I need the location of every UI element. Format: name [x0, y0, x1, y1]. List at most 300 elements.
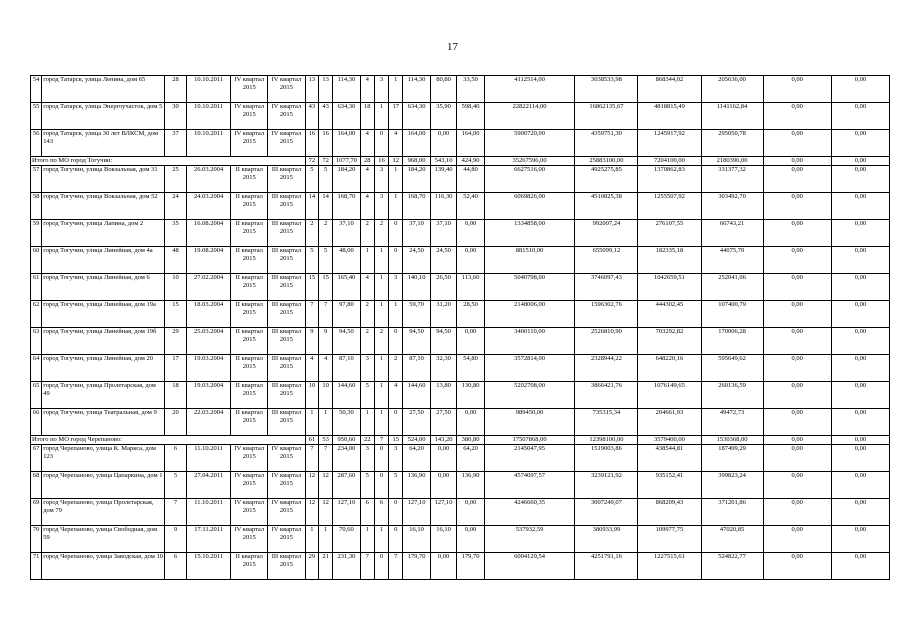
table-cell: 116,30 [430, 193, 456, 220]
table-cell: 72 [318, 157, 332, 166]
table-cell: 2148006,00 [484, 301, 575, 328]
table-cell: 67 [31, 445, 42, 472]
table-cell: 0 [389, 526, 403, 553]
table-row [31, 382, 890, 409]
address-cell: город Тогучин, улица Линейная, дом 4а [42, 247, 165, 274]
table-cell: 28 [165, 76, 186, 103]
table-cell: 4925275,85 [575, 166, 638, 193]
table-cell: 70 [31, 526, 42, 553]
table-cell: 4 [360, 193, 374, 220]
table-cell: 524822,77 [701, 553, 763, 580]
table-cell: IV квартал 2015 [231, 445, 268, 472]
table-cell: 10 [305, 382, 318, 409]
table-cell: 25 [165, 166, 186, 193]
table-cell: 12 [318, 472, 332, 499]
table-cell: 7 [374, 436, 388, 445]
table-cell: 16 [374, 157, 388, 166]
table-cell: 2 [389, 355, 403, 382]
table-cell: 0,00 [763, 103, 831, 130]
address-cell: город Тогучин, улица Театральная, дом 9 [42, 409, 165, 436]
table-cell: 28 [360, 157, 374, 166]
table-cell: 14 [318, 193, 332, 220]
table-cell: III квартал 2015 [268, 409, 306, 436]
table-cell: 2 [374, 220, 388, 247]
table-cell: 18 [165, 382, 186, 409]
table-cell: 0 [374, 553, 388, 580]
table-cell: 0 [389, 499, 403, 526]
table-cell: 371201,86 [701, 499, 763, 526]
table-cell: 17 [165, 355, 186, 382]
table-cell: 231,30 [333, 553, 360, 580]
table-cell: 5040798,00 [484, 274, 575, 301]
table-cell: 11.10.2011 [186, 499, 231, 526]
table-cell: 1 [360, 526, 374, 553]
table-cell: 143,20 [430, 436, 456, 445]
table-cell: 64 [31, 355, 42, 382]
table-cell: 1076149,65 [638, 382, 701, 409]
table-row [31, 499, 890, 526]
table-row [31, 274, 890, 301]
table-cell: 1042659,51 [638, 274, 701, 301]
table-row [31, 103, 890, 130]
address-cell: город Татарск, улица 30 лет ВЛКСМ, дом 143 [42, 130, 165, 157]
table-cell: 19.03.2004 [186, 355, 231, 382]
table-cell: 4 [389, 382, 403, 409]
table-cell: 3579400,00 [638, 436, 701, 445]
table-cell: 0,00 [831, 76, 889, 103]
table-row [31, 166, 890, 193]
table-cell: 60 [31, 247, 42, 274]
table-cell: 1596302,76 [575, 301, 638, 328]
table-cell: 1 [374, 355, 388, 382]
table-cell: 0 [389, 220, 403, 247]
table-cell: 1 [389, 76, 403, 103]
table-cell: 735315,34 [575, 409, 638, 436]
table-cell: 3572814,00 [484, 355, 575, 382]
address-cell: город Тогучин, улица Линейная, дом 19а [42, 301, 165, 328]
table-cell: 0,00 [457, 409, 484, 436]
table-cell: IV квартал 2015 [268, 499, 306, 526]
table-cell: 1334858,00 [484, 220, 575, 247]
table-cell: 27,50 [403, 409, 430, 436]
table-cell: 10.10.2011 [186, 130, 231, 157]
table-cell: 59,70 [403, 301, 430, 328]
table-cell: 5 [165, 472, 186, 499]
table-cell: 9 [165, 526, 186, 553]
table-cell: 15 [318, 274, 332, 301]
table-cell: 10.10.2011 [186, 103, 231, 130]
table-cell: 4510825,38 [575, 193, 638, 220]
table-cell: 3 [374, 76, 388, 103]
table-cell: 184,20 [333, 166, 360, 193]
table-row [31, 445, 890, 472]
table-cell: 935152,41 [638, 472, 701, 499]
table-cell: 0,00 [831, 553, 889, 580]
table-cell: 7 [318, 301, 332, 328]
table-cell: 58 [31, 193, 42, 220]
table-cell: 164,00 [403, 130, 430, 157]
table-cell: 444302,45 [638, 301, 701, 328]
table-cell: 24,50 [430, 247, 456, 274]
table-cell: 1245917,92 [638, 130, 701, 157]
table-cell: 17.11.2011 [186, 526, 231, 553]
table-cell: III квартал 2015 [268, 301, 306, 328]
table-cell: 0,00 [430, 130, 456, 157]
table-cell: 595649,62 [701, 355, 763, 382]
table-cell: IV квартал 2015 [231, 499, 268, 526]
table-cell: 0,00 [430, 553, 456, 580]
table-cell: 0,00 [763, 274, 831, 301]
table-cell: 2 [318, 220, 332, 247]
table-cell: 63 [31, 328, 42, 355]
table-cell: II квартал 2015 [231, 220, 268, 247]
address-cell: город Черепаново, улица Пролетарская, дом 79 [42, 499, 165, 526]
table-cell: 0 [374, 445, 388, 472]
table-cell: 2180396,00 [701, 157, 763, 166]
table-cell: 27.04.2011 [186, 472, 231, 499]
table-cell: 1 [374, 247, 388, 274]
table-cell: 3 [360, 355, 374, 382]
table-cell: 1519003,86 [575, 445, 638, 472]
table-cell: 0,00 [763, 328, 831, 355]
table-cell: 0,00 [430, 445, 456, 472]
table-cell: 6 [165, 553, 186, 580]
table-cell: 16 [305, 130, 318, 157]
table-cell: 648220,16 [638, 355, 701, 382]
table-cell: 52,40 [457, 193, 484, 220]
table-cell: 1 [305, 526, 318, 553]
table-cell: 0,00 [763, 301, 831, 328]
table-cell: 0,00 [457, 499, 484, 526]
table-cell: IV квартал 2015 [268, 130, 306, 157]
table-cell: 0 [389, 409, 403, 436]
table-cell: IV квартал 2015 [231, 103, 268, 130]
table-cell: 18 [360, 103, 374, 130]
table-cell: 12 [389, 157, 403, 166]
table-cell: 25.03.2004 [186, 328, 231, 355]
table-cell: 18.03.2004 [186, 301, 231, 328]
table-cell: 1 [318, 526, 332, 553]
table-cell: 127,10 [430, 499, 456, 526]
table-cell: 992007,24 [575, 220, 638, 247]
table-row [31, 409, 890, 436]
table-cell: 0 [374, 130, 388, 157]
table-cell: 12 [305, 499, 318, 526]
table-cell: 136,90 [457, 472, 484, 499]
table-cell: IV квартал 2015 [268, 526, 306, 553]
table-cell: 0,00 [763, 526, 831, 553]
table-cell: 66 [31, 409, 42, 436]
address-cell: город Татарск, улица Ленина, дом 65 [42, 76, 165, 103]
table-cell: 3 [360, 445, 374, 472]
table-cell: 94,50 [430, 328, 456, 355]
table-cell: 35 [165, 220, 186, 247]
table-cell: 0,00 [831, 220, 889, 247]
table-cell: 54 [31, 76, 42, 103]
table-row [31, 220, 890, 247]
table-cell: 204661,93 [638, 409, 701, 436]
table-cell: 30 [165, 103, 186, 130]
table-cell: 15 [165, 301, 186, 328]
table-cell: 80,80 [430, 76, 456, 103]
table-cell: 4251791,16 [575, 553, 638, 580]
table-cell: 37,10 [430, 220, 456, 247]
table-cell: 22822114,00 [484, 103, 575, 130]
table-cell: 61 [305, 436, 318, 445]
table-cell: 37,10 [403, 220, 430, 247]
table-cell: 950,60 [333, 436, 360, 445]
table-cell: 252041,06 [701, 274, 763, 301]
table-cell: 3866421,76 [575, 382, 638, 409]
table-cell: 179,70 [457, 553, 484, 580]
table-cell: 184,20 [403, 166, 430, 193]
table-cell: 543,10 [430, 157, 456, 166]
table-cell: 0,00 [831, 355, 889, 382]
table-cell: 113,60 [457, 274, 484, 301]
table-cell: 12 [318, 499, 332, 526]
table-cell: 380,80 [457, 436, 484, 445]
table-cell: IV квартал 2015 [231, 526, 268, 553]
table-cell: 0,00 [831, 193, 889, 220]
table-cell: 1370862,83 [638, 166, 701, 193]
table-cell: II квартал 2015 [231, 274, 268, 301]
table-cell: 205636,00 [701, 76, 763, 103]
table-cell: 3 [389, 445, 403, 472]
table-cell: 144,60 [403, 382, 430, 409]
table-cell: 0,00 [831, 328, 889, 355]
table-cell: 7 [165, 499, 186, 526]
table-cell: II квартал 2015 [231, 301, 268, 328]
table-cell: 537932,59 [484, 526, 575, 553]
table-cell: 2 [305, 220, 318, 247]
table-cell: IV квартал 2015 [231, 76, 268, 103]
table-cell: 287,60 [333, 472, 360, 499]
table-cell: 0,00 [831, 499, 889, 526]
table-cell: III квартал 2015 [268, 328, 306, 355]
table-cell: 114,30 [403, 76, 430, 103]
table-cell: 3746097,43 [575, 274, 638, 301]
table-cell: 37,10 [333, 220, 360, 247]
table-cell: 7204100,00 [638, 157, 701, 166]
table-cell: 15 [389, 436, 403, 445]
table-cell: 0,00 [430, 472, 456, 499]
table-cell: 0,00 [831, 166, 889, 193]
table-cell: 139,40 [430, 166, 456, 193]
table-cell: 331377,32 [701, 166, 763, 193]
table-cell: 1077,70 [333, 157, 360, 166]
table-cell: 0,00 [763, 409, 831, 436]
table-cell: 12398100,00 [575, 436, 638, 445]
table-cell: 66743,21 [701, 220, 763, 247]
table-cell: III квартал 2015 [268, 355, 306, 382]
table-cell: 49472,73 [701, 409, 763, 436]
table-cell: 2 [360, 301, 374, 328]
table-cell: 43 [305, 103, 318, 130]
table-row [31, 355, 890, 382]
table-cell: II квартал 2015 [231, 553, 268, 580]
table-cell: 524,00 [403, 436, 430, 445]
table-cell: 22.03.2004 [186, 409, 231, 436]
table-cell: 4359751,30 [575, 130, 638, 157]
address-cell: город Тогучин, улица Линейная, дом 19б [42, 328, 165, 355]
table-cell: 6004129,54 [484, 553, 575, 580]
table-cell: 968,00 [403, 157, 430, 166]
total-label: Итого по МО город Черепаново: [31, 436, 306, 445]
table-cell: 0,00 [763, 247, 831, 274]
table-cell: 127,10 [403, 499, 430, 526]
table-cell: 44075,70 [701, 247, 763, 274]
table-cell: 19.08.2004 [186, 247, 231, 274]
table-cell: 50,30 [333, 409, 360, 436]
table-cell: 64,20 [403, 445, 430, 472]
table-row [31, 526, 890, 553]
table-cell: 53 [318, 436, 332, 445]
table-cell: 31,20 [430, 301, 456, 328]
table-cell: 12 [305, 472, 318, 499]
table-cell: 27,50 [430, 409, 456, 436]
table-cell: 0,00 [763, 499, 831, 526]
table-cell: 4112514,00 [484, 76, 575, 103]
table-cell: 0,00 [763, 382, 831, 409]
table-cell: 87,10 [333, 355, 360, 382]
table-cell: 303492,70 [701, 193, 763, 220]
table-cell: 438544,81 [638, 445, 701, 472]
address-cell: город Черепаново, улица Заводская, дом 10 [42, 553, 165, 580]
table-cell: 33,50 [457, 76, 484, 103]
table-row [31, 76, 890, 103]
table-cell: 28,50 [457, 301, 484, 328]
table-cell: 5900720,00 [484, 130, 575, 157]
table-cell: III квартал 2015 [268, 247, 306, 274]
table-cell: 35267596,00 [484, 157, 575, 166]
table-cell: 0,00 [831, 526, 889, 553]
table-cell: 7 [305, 445, 318, 472]
table-cell: 26,50 [430, 274, 456, 301]
table-cell: 9 [318, 328, 332, 355]
table-cell: 4 [360, 76, 374, 103]
table-cell: 6627516,00 [484, 166, 575, 193]
table-cell: 2328944,22 [575, 355, 638, 382]
table-cell: 44,80 [457, 166, 484, 193]
table-cell: 109977,75 [638, 526, 701, 553]
table-cell: 0 [374, 472, 388, 499]
table-cell: 3 [374, 193, 388, 220]
table-cell: 10 [165, 274, 186, 301]
table-cell: 0,00 [763, 553, 831, 580]
address-cell: город Черепаново, улица К. Маркса, дом 123 [42, 445, 165, 472]
table-cell: 1227515,61 [638, 553, 701, 580]
table-cell: 598,40 [457, 103, 484, 130]
table-cell: 3400110,00 [484, 328, 575, 355]
table-cell: 4 [360, 166, 374, 193]
table-cell: 69 [31, 499, 42, 526]
table-cell: 25883100,00 [575, 157, 638, 166]
table-cell: 16862135,67 [575, 103, 638, 130]
table-cell: 7 [360, 553, 374, 580]
total-row [31, 436, 890, 445]
table-cell: 0,00 [763, 166, 831, 193]
table-cell: 0,00 [831, 247, 889, 274]
table-cell: 65 [31, 382, 42, 409]
table-cell: 20 [165, 409, 186, 436]
table-cell: 989450,00 [484, 409, 575, 436]
table-cell: 130,80 [457, 382, 484, 409]
table-cell: 1 [374, 103, 388, 130]
table-cell: 72 [305, 157, 318, 166]
table-cell: 1 [389, 193, 403, 220]
table-cell: 4 [318, 355, 332, 382]
table-cell: 2526810,90 [575, 328, 638, 355]
table-cell: 10.10.2011 [186, 76, 231, 103]
table-cell: 380933,99 [575, 526, 638, 553]
table-cell: 1 [374, 526, 388, 553]
table-cell: 48 [165, 247, 186, 274]
address-cell: город Черепаново, улица Цапаркина, дом 1 [42, 472, 165, 499]
table-cell: 37 [165, 130, 186, 157]
table-cell: 144,60 [333, 382, 360, 409]
table-cell: III квартал 2015 [268, 166, 306, 193]
table-cell: 168,70 [333, 193, 360, 220]
table-cell: 634,30 [333, 103, 360, 130]
table-cell: 7 [389, 553, 403, 580]
table-row [31, 193, 890, 220]
table-cell: 4 [389, 130, 403, 157]
table-cell: 164,00 [457, 130, 484, 157]
table-cell: 29 [305, 553, 318, 580]
table-cell: 43 [318, 103, 332, 130]
table-cell: 399823,24 [701, 472, 763, 499]
table-cell: 0,00 [763, 436, 831, 445]
table-row [31, 247, 890, 274]
table-cell: 97,80 [333, 301, 360, 328]
table-cell: 5 [318, 166, 332, 193]
table-cell: 1 [374, 274, 388, 301]
table-cell: 71 [31, 553, 42, 580]
table-cell: 5 [389, 472, 403, 499]
table-cell: 0,00 [457, 220, 484, 247]
table-cell: 0,00 [763, 472, 831, 499]
table-cell: 87,10 [403, 355, 430, 382]
table-cell: III квартал 2015 [268, 382, 306, 409]
table-cell: 179,70 [403, 553, 430, 580]
table-cell: 26.03.2004 [186, 166, 231, 193]
table-cell: 24.03.2004 [186, 193, 231, 220]
table-cell: 1141162,84 [701, 103, 763, 130]
table-cell: 168,70 [403, 193, 430, 220]
table-cell: 5 [360, 472, 374, 499]
table-cell: 187499,29 [701, 445, 763, 472]
table-cell: 0,00 [763, 76, 831, 103]
table-cell: 655099,12 [575, 247, 638, 274]
table-cell: 0 [389, 328, 403, 355]
table-cell: 15.10.2011 [186, 553, 231, 580]
table-cell: 4574097,57 [484, 472, 575, 499]
table-cell: 182335,18 [638, 247, 701, 274]
table-cell: 0,00 [763, 130, 831, 157]
table-cell: IV квартал 2015 [268, 445, 306, 472]
table-cell: 61 [31, 274, 42, 301]
table-cell: 868209,43 [638, 499, 701, 526]
table-cell: 54,80 [457, 355, 484, 382]
table-cell: 3007249,07 [575, 499, 638, 526]
table-cell: 0,00 [831, 436, 889, 445]
table-cell: 1 [374, 409, 388, 436]
table-row [31, 328, 890, 355]
table-cell: 62 [31, 301, 42, 328]
table-cell: 0,00 [831, 157, 889, 166]
table-cell: II квартал 2015 [231, 247, 268, 274]
table-cell: 295050,78 [701, 130, 763, 157]
